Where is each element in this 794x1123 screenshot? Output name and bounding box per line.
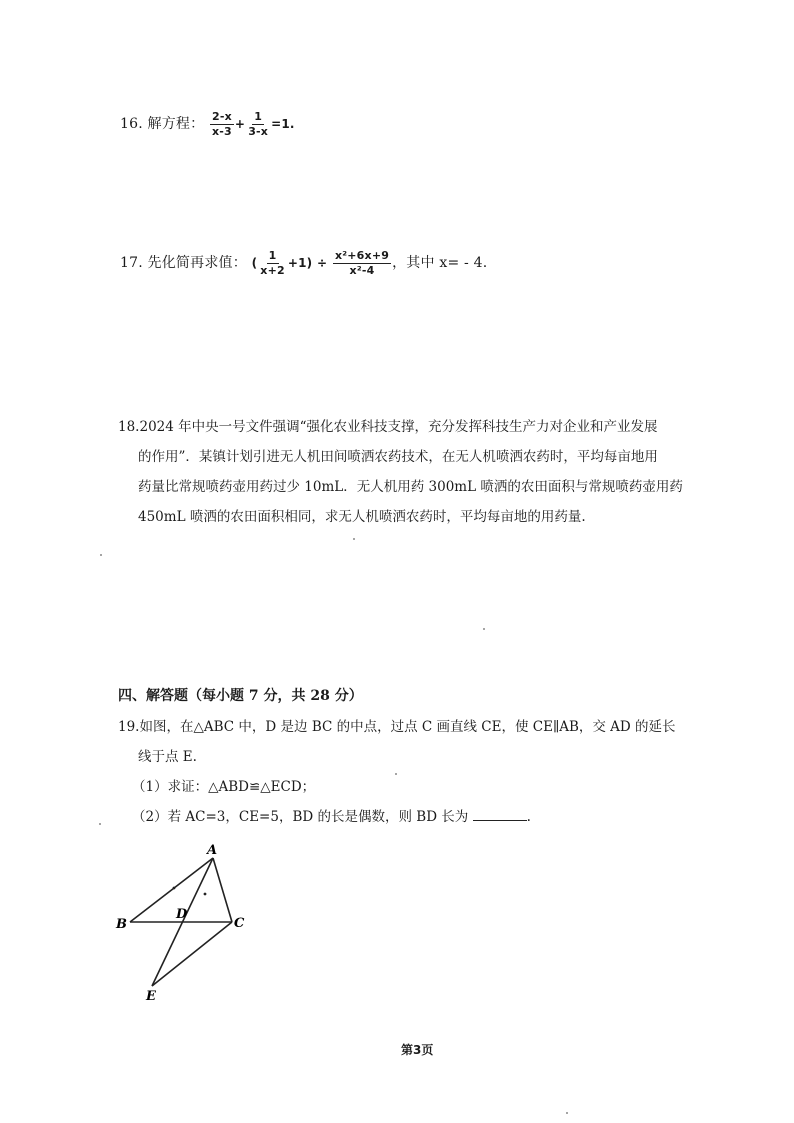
fraction-1-numerator: 2-x: [212, 110, 232, 123]
segment-ab: [130, 858, 213, 922]
question-prompt: 解方程：: [147, 116, 205, 133]
fraction-2: [333, 250, 391, 276]
open-paren: (: [251, 256, 258, 271]
scan-speck: [100, 554, 102, 556]
question-number: 16.: [120, 116, 143, 133]
question-18-line-1: 18.2024 年中央一号文件强调“强化农业科技支撑，充分发挥科技生产力对企业和产业发展: [118, 419, 658, 435]
question-tail: ，其中 x= - 4.: [392, 255, 488, 272]
answer-blank[interactable]: [473, 808, 527, 821]
question-19-part-2: （2）若 AC=3，CE=5，BD 的长是偶数，则 BD 长为 .: [132, 809, 531, 825]
question-19: [118, 712, 703, 832]
question-18-line-3: 药量比常规喷药壶用药过少 10mL．无人机用药 300mL 喷洒的农田面积与常规喷药壶用药: [138, 479, 683, 495]
page-number: 第3页: [401, 1043, 434, 1057]
point-label-c: C: [234, 916, 245, 931]
question-17: [120, 250, 487, 276]
fraction-1-numerator: 1: [268, 249, 277, 262]
fraction-2-denominator: 3-x: [248, 124, 269, 138]
question-19-line-2: 线于点 E.: [138, 749, 197, 765]
question-number: 17.: [120, 255, 143, 272]
equation-rhs: =1.: [271, 117, 295, 132]
question-number: 19.: [118, 719, 140, 735]
question-19-line-1: 19.如图，在△ABC 中，D 是边 BC 的中点，过点 C 画直线 CE，使 CE∥AB，交 AD 的延长: [118, 719, 676, 735]
fraction-1-denominator: x-3: [212, 124, 232, 138]
scan-speck: [483, 628, 485, 630]
point-label-b: B: [116, 917, 127, 932]
fraction-2-numerator: x²+6x+9: [334, 249, 390, 262]
fraction-1: [258, 250, 287, 276]
question-18-line-2: 的作用”．某镇计划引进无人机田间喷洒农药技术，在无人机喷洒农药时，平均每亩地用: [138, 449, 658, 465]
segment-ac: [213, 858, 232, 922]
point-label-d: D: [176, 907, 188, 922]
segment-ce: [152, 922, 232, 986]
question-18: [118, 412, 703, 532]
tick-mark: [173, 887, 176, 890]
scan-speck: [566, 1112, 568, 1114]
question-16: [120, 111, 295, 137]
fraction-2-numerator: 1: [254, 110, 263, 123]
plus-one-close: +1): [287, 256, 313, 271]
question-18-line-4: 450mL 喷洒的农田面积相同，求无人机喷洒农药时，平均每亩地的用药量.: [138, 509, 586, 525]
triangle-figure: [110, 838, 270, 1008]
section-4-title: 四、解答题（每小题 7 分，共 28 分）: [118, 688, 363, 704]
scan-speck: [353, 538, 355, 540]
fraction-2: [246, 111, 270, 137]
question-19-part-1: （1）求证：△ABD≌△ECD；: [132, 779, 316, 795]
point-label-a: A: [207, 843, 218, 858]
scan-speck: [99, 823, 101, 825]
fraction-1: [210, 111, 234, 137]
tick-mark: [204, 893, 207, 896]
divide-sign: ÷: [317, 256, 328, 271]
scan-speck: [395, 773, 397, 775]
fraction-1-denominator: x+2: [260, 263, 285, 277]
question-prompt: 先化简再求值：: [147, 255, 247, 272]
fraction-2-denominator: x²-4: [349, 263, 375, 277]
point-label-e: E: [146, 989, 156, 1004]
question-number: 18.: [118, 419, 140, 435]
plus-sign: +: [234, 117, 246, 132]
